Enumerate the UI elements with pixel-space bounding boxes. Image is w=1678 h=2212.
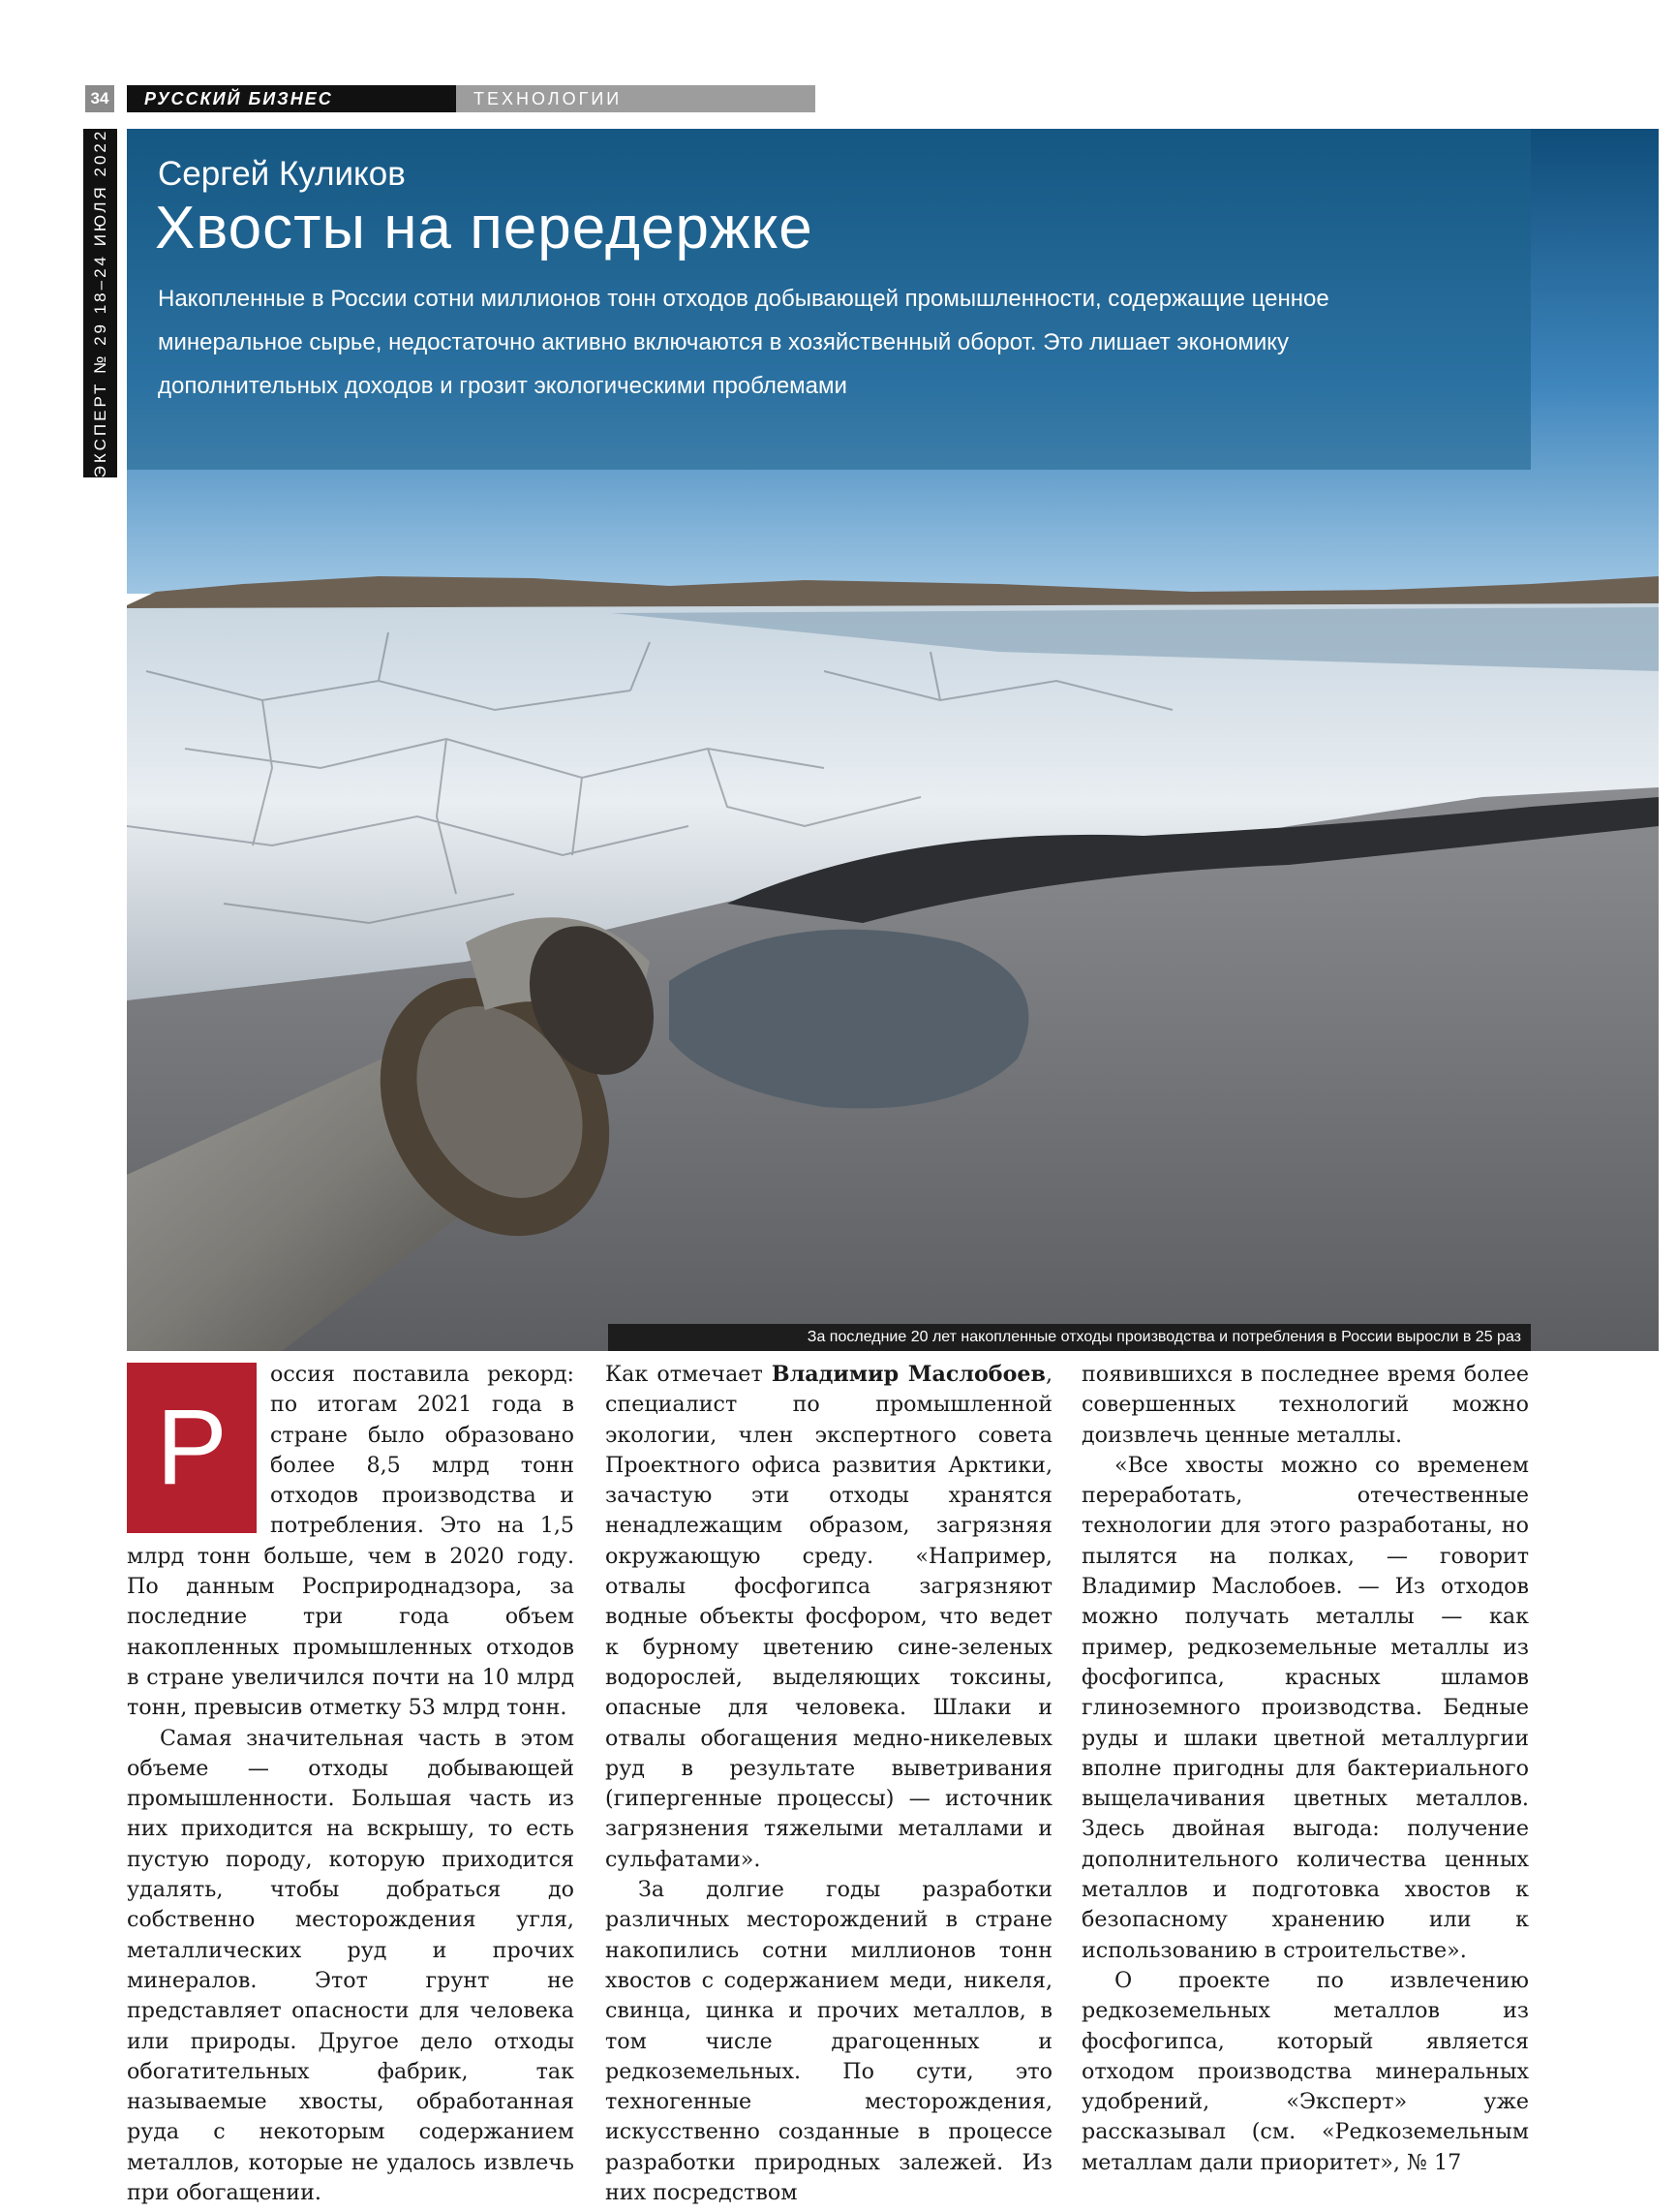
paragraph: Самая значительная часть в этом объеме — отходы добывающей промышленности. Большая часть из них приходится на вскрышу, то есть пустую породу, которую приходится удалять, чтобы добраться до собственно месторождения угля, металлических руд и прочих минералов. Этот грунт не представляет опасности для человека или природы. Другое дело отходы обогатительных фабрик, так называемые хвосты, обработанная руда с некоторым содержанием металлов, которые не удалось извлечь при обогащении. bbox=[127, 1725, 574, 2206]
paragraph: О проекте по извлечению редкоземельных металлов из фосфогипса, который является отходом производства минеральных удобрений, «Эксперт» уже рассказывал (см. «Редкоземельным металлам дали приоритет», № 17 bbox=[1082, 1967, 1529, 2175]
photo-caption: За последние 20 лет накопленные отходы производства и потребления в России выросли в 25 раз bbox=[608, 1324, 1531, 1351]
paragraph: За долгие годы разработки различных месторождений в стране накопились сотни миллионов тонн хвостов с содержанием меди, никеля, свинца, цинка и прочих металлов, в том числе драгоценных и редкоземельных. По сути, это техногенные месторождения, искусственно созданные в процессе разработки природных залежей. Из них посредством bbox=[605, 1877, 1053, 2206]
paragraph: появившихся в последнее время более совершенных технологий можно доизвлечь ценные металлы. bbox=[1082, 1362, 1529, 1448]
article-lead: Накопленные в России сотни миллионов тонн отходов добывающей промышленности, содержащие ценное минеральное сырье, недостаточно активно включаются в хозяйственный оборот. Это лишает экономику дополнительных доходов и грозит экологическими проблемами bbox=[158, 286, 1329, 399]
rubric-label: ТЕХНОЛОГИИ bbox=[456, 85, 815, 112]
text-column-1 bbox=[127, 1360, 574, 2208]
paragraph: «Все хвосты можно со временем переработать, отечественные технологии для этого разработаны, но пылятся на полках, — говорит Владимир Маслобоев. — Из отходов можно получать металлы — как пример, редкоземельные металлы из фосфогипса, красных шламов глиноземного производства. Бедные руды и шлаки цветной металлургии вполне пригодны для бактериального выщелачивания цветных металлов. Здесь двойная выгода: получение дополнительного количества ценных металлов и подготовка хвостов к безопасному хранению или к использованию в строительстве». bbox=[1082, 1452, 1529, 1963]
text-column-2 bbox=[605, 1360, 1053, 2208]
section-label: РУССКИЙ БИЗНЕС bbox=[127, 85, 456, 112]
article-title: Хвосты на передержке bbox=[155, 195, 813, 261]
issue-text: ЭКСПЕРТ № 29 18–24 ИЮЛЯ 2022 bbox=[90, 128, 109, 478]
paragraph: оссия поставила рекорд: по итогам 2021 года в стране было образовано более 8,5 млрд тонн отходов производства и потребления. Это на 1,5 млрд тонн больше, чем в 2020 году. По данным Росприроднадзора, за последние три года объем накопленных промышленных отходов в стране увеличился почти на 10 млрд тонн, превысив отметку 53 млрд тонн. bbox=[127, 1362, 574, 1721]
drop-cap: Р bbox=[127, 1363, 257, 1533]
page-number: 34 bbox=[85, 85, 114, 112]
text-column-3 bbox=[1082, 1360, 1529, 2178]
text-run: Как отмечает bbox=[605, 1362, 772, 1387]
paragraph bbox=[605, 1360, 1053, 1875]
author-byline: Сергей Куликов bbox=[158, 155, 406, 193]
text-run: , специалист по промышленной экологии, член экспертного совета Проектного офиса развития Арктики, зачастую эти отходы хранятся ненадлежащим образом, загрязняя окружающую среду. «Например, отвалы фосфогипса загрязняют водные объекты фосфором, что ведет к бурному цветению сине-зеленых водорослей, выделяющих токсины, опасные для человека. Шлаки и отвалы обогащения медно-никелевых руд в результате выветривания (гипергенные процессы) — источник загрязнения тяжелыми металлами и сульфатами». bbox=[605, 1362, 1053, 1872]
expert-name: Владимир Маслобоев bbox=[771, 1362, 1046, 1387]
issue-label bbox=[83, 129, 117, 477]
